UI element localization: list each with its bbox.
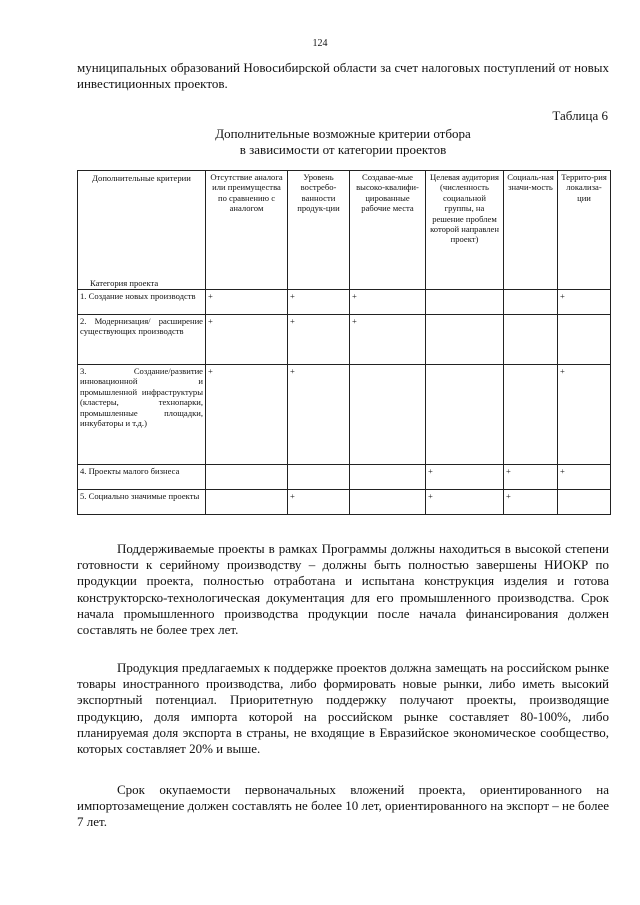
mark-cell: + — [206, 365, 288, 465]
header-criteria-label: Дополнительные критерии — [92, 173, 191, 183]
mark-cell — [558, 490, 611, 515]
mark-cell: + — [206, 315, 288, 365]
table-row — [78, 465, 611, 490]
header-column: Целевая аудитория (численность социальной группы, на решение проблем которой направлен проект) — [426, 171, 504, 290]
header-corner-cell — [78, 171, 206, 290]
header-column: Уровень востребо-ванности продук-ции — [288, 171, 350, 290]
mark-cell — [350, 465, 426, 490]
table-title-line-2: в зависимости от категории проектов — [239, 142, 447, 157]
row-category: 2. Модернизация/ расширение существующих производств — [78, 315, 206, 365]
table-title — [77, 126, 609, 158]
mark-cell: + — [288, 290, 350, 315]
mark-cell — [350, 365, 426, 465]
mark-cell: + — [426, 465, 504, 490]
page-number: 124 — [312, 38, 328, 49]
mark-cell: + — [558, 365, 611, 465]
table-title-line-1: Дополнительные возможные критерии отбора — [215, 126, 471, 141]
mark-cell: + — [288, 490, 350, 515]
mark-cell — [558, 315, 611, 365]
mark-cell — [206, 465, 288, 490]
mark-cell: + — [350, 315, 426, 365]
mark-cell — [426, 365, 504, 465]
table-row — [78, 365, 611, 465]
mark-cell — [288, 465, 350, 490]
paragraph-readiness: Поддерживаемые проекты в рамках Программы должны находиться в высокой степени готовности к серийному производству – должны быть полностью завершены НИОКР по продукции проекта, полностью отработана и испытана конструкция изделия и готова конструкторско-технологическая документация для его промышленного производства. Срок начала промышленного производства продукции после начала финансирования должен составлять не более трех лет. — [77, 541, 609, 638]
mark-cell: + — [206, 290, 288, 315]
header-column: Социаль-ная значи-мость — [504, 171, 558, 290]
row-category: 5. Социально значимые проекты — [78, 490, 206, 515]
mark-cell: + — [288, 315, 350, 365]
row-category: 3. Создание/развитие инновационной и промышленной инфраструктуры (кластеры, технопарки, промышленные площадки, инкубаторы и т.д.) — [78, 365, 206, 465]
mark-cell — [426, 290, 504, 315]
mark-cell — [504, 315, 558, 365]
intro-paragraph: муниципальных образований Новосибирской области за счет налоговых поступлений от новых инвестиционных проектов. — [77, 60, 609, 92]
mark-cell: + — [504, 465, 558, 490]
paragraph-import-substitution: Продукция предлагаемых к поддержке проектов должна замещать на российском рынке товары иностранного производства, либо формировать новые рынки, либо иметь высокий экспортный потенциал. Приоритетную поддержку получают проекты, производящие продукцию, доля импорта которой на российском рынке составляет 80-100%, либо планируемая доля экспорта в страны, не входящие в Евразийское экономическое сообщество, которых составляет 20% и выше. — [77, 660, 609, 757]
mark-cell — [350, 490, 426, 515]
mark-cell: + — [504, 490, 558, 515]
header-column: Отсутствие аналога или преимущества по сравнению с аналогом — [206, 171, 288, 290]
paragraph-payback: Срок окупаемости первоначальных вложений проекта, ориентированного на импортозамещение должен составлять не более 10 лет, ориентированного на экспорт – не более 7 лет. — [77, 782, 609, 830]
header-column: Создавае-мые высоко-квалифи-цированные рабочие места — [350, 171, 426, 290]
table-row — [78, 315, 611, 365]
table-label: Таблица 6 — [552, 108, 608, 123]
table-row — [78, 290, 611, 315]
criteria-table — [77, 170, 611, 515]
table-row — [78, 490, 611, 515]
mark-cell: + — [558, 290, 611, 315]
row-category: 1. Создание новых производств — [78, 290, 206, 315]
mark-cell — [504, 290, 558, 315]
mark-cell: + — [288, 365, 350, 465]
row-category: 4. Проекты малого бизнеса — [78, 465, 206, 490]
header-column: Террито-рия локализа-ции — [558, 171, 611, 290]
mark-cell — [504, 365, 558, 465]
mark-cell: + — [426, 490, 504, 515]
mark-cell: + — [350, 290, 426, 315]
mark-cell: + — [558, 465, 611, 490]
table-header-row — [78, 171, 611, 290]
mark-cell — [426, 315, 504, 365]
mark-cell — [206, 490, 288, 515]
header-category-label: Категория проекта — [90, 277, 159, 288]
